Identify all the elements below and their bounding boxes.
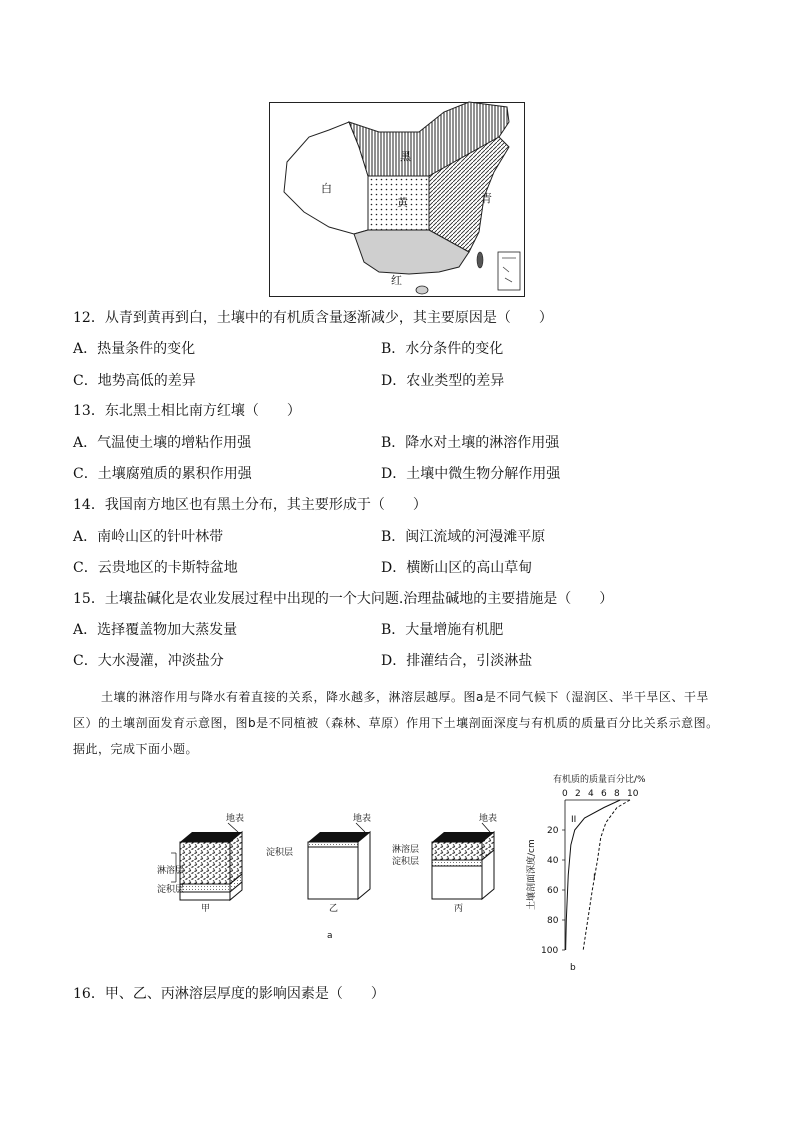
yi-surface-label: 地表 [353,814,372,824]
x-tick-label: 2 [575,789,581,799]
chart-x-title: 有机质的质量百分比/% [553,775,646,785]
question-13-option-b[interactable]: B．降水对土壤的淋溶作用强 [381,435,560,451]
x-tick-label: 6 [601,789,607,799]
bing-leaching-label: 淋溶层 [392,845,420,855]
figure-a-caption: a [327,931,333,941]
curve-label-II: II [571,815,577,825]
question-14-option-a[interactable]: A．南岭山区的针叶林带 [73,529,224,545]
jia-deposit-label: 淀积层 [157,885,185,895]
curve-I [583,800,630,950]
question-15-option-d[interactable]: D．排灌结合，引淡淋盐 [381,653,533,669]
label-red: 红 [391,274,402,287]
figure-a-soil-profiles [157,810,540,945]
question-15-option-b[interactable]: B．大量增施有机肥 [381,622,504,638]
label-white: 白 [321,182,332,195]
question-14-stem: 14．我国南方地区也有黑土分布，其主要形成于（ ） [73,497,427,513]
y-tick-label: 40 [547,856,559,866]
taiwan-island [477,252,483,268]
question-14-option-d[interactable]: D．横断山区的高山草甸 [381,560,533,576]
y-tick-label: 100 [541,946,559,956]
bing-deposit-label: 淀积层 [392,857,420,867]
y-tick-label: 20 [547,826,559,836]
label-yellow: 黄 [397,196,408,209]
figure-b-caption: b [570,963,576,973]
x-tick-label: 0 [562,789,568,799]
question-13-option-d[interactable]: D．土壤中微生物分解作用强 [381,466,561,482]
label-cyan: 青 [481,192,492,205]
jia-leaching-label: 淋溶层 [157,866,185,876]
question-12-option-b[interactable]: B．水分条件的变化 [381,341,504,357]
bing-name: 丙 [454,904,464,914]
curve-label-I: I [593,873,596,883]
question-12-option-c[interactable]: C．地势高低的差异 [73,373,196,389]
question-15-option-a[interactable]: A．选择覆盖物加大蒸发量 [73,622,238,638]
yi-name: 乙 [329,904,339,914]
question-13-option-c[interactable]: C．土壤腐殖质的累积作用强 [73,466,252,482]
question-14-option-c[interactable]: C．云贵地区的卡斯特盆地 [73,560,238,576]
profile-yi [266,812,371,914]
question-12-stem: 12．从青到黄再到白，土壤中的有机质含量逐渐减少，其主要原因是（ ） [73,310,553,326]
figure-b-organic-matter-chart [520,770,650,975]
question-16-stem: 16．甲、乙、丙淋溶层厚度的影响因素是（ ） [73,986,385,1002]
y-tick-label: 80 [547,916,559,926]
passage-text: 土壤的淋溶作用与降水有着直接的关系，降水越多，淋溶层越厚。图a是不同气候下（湿润区、半干旱区、干旱区）的土壤剖面发育示意图，图b是不同植被（森林、草原）作用下土壤剖面深度与有机质的质量百分比关系示意图。据此，完成下面小题。 [73,690,719,756]
yi-deposit-label: 淀积层 [266,848,294,858]
question-12-option-a[interactable]: A．热量条件的变化 [73,341,196,357]
question-13-stem: 13．东北黑土相比南方红壤（ ） [73,403,301,419]
x-tick-label: 10 [627,789,639,799]
china-soil-map [269,102,525,297]
chart-y-title: 土壤剖面深度/cm [527,839,537,910]
x-tick-label: 4 [588,789,594,799]
question-15-option-c[interactable]: C．大水漫灌，冲淡盐分 [73,653,224,669]
question-13-option-a[interactable]: A．气温使土壤的增粘作用强 [73,435,252,451]
jia-name: 甲 [201,904,211,914]
question-12-option-d[interactable]: D．农业类型的差异 [381,373,505,389]
profile-jia [157,812,244,914]
hainan-island [416,286,428,294]
bing-surface-label: 地表 [479,814,498,824]
question-14-option-b[interactable]: B．闽江流域的河漫滩平原 [381,529,546,545]
label-black: 黑 [400,150,411,163]
x-tick-label: 8 [614,789,620,799]
profile-bing [392,812,497,914]
y-tick-label: 60 [547,886,559,896]
jia-surface-label: 地表 [226,814,245,824]
question-15-stem: 15．土壤盐碱化是农业发展过程中出现的一个大问题.治理盐碱地的主要措施是（ ） [73,591,614,607]
